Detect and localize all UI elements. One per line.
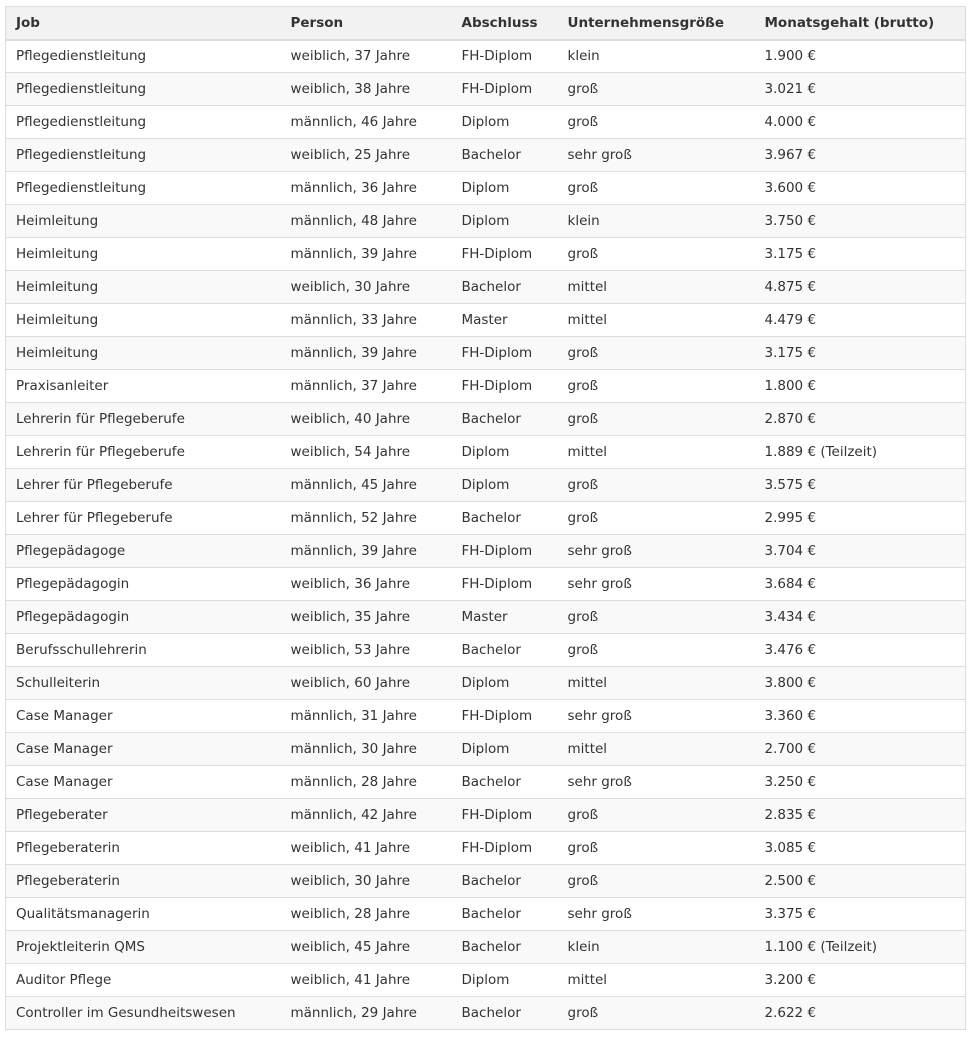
company-size-cell: groß: [567, 642, 599, 658]
job-cell: Berufsschullehrerin: [16, 642, 147, 658]
job-cell: Heimleitung: [16, 279, 99, 295]
job-cell: Case Manager: [16, 708, 113, 724]
job-cell: Pflegeberaterin: [16, 873, 120, 889]
person-cell: männlich, 46 Jahre: [290, 114, 417, 130]
table-row: [6, 700, 966, 733]
degree-cell: Master: [461, 609, 508, 625]
salary-cell: 3.575 €: [764, 477, 817, 493]
job-cell: Case Manager: [16, 741, 113, 757]
job-cell: Praxisanleiter: [16, 378, 109, 394]
salary-cell: 3.175 €: [764, 246, 817, 262]
salary-cell: 3.476 €: [764, 642, 817, 658]
degree-cell: Bachelor: [461, 774, 521, 790]
salary-cell: 3.200 €: [764, 972, 817, 988]
salary-cell: 3.684 €: [764, 576, 817, 592]
table-row: [6, 403, 966, 436]
table-row: [6, 865, 966, 898]
table-row: [6, 997, 966, 1030]
salary-cell: 2.500 €: [764, 873, 817, 889]
person-cell: weiblich, 37 Jahre: [290, 48, 411, 65]
table-row: [6, 766, 966, 799]
job-cell: Pflegeberaterin: [16, 840, 120, 856]
degree-cell: Diplom: [461, 675, 510, 691]
degree-cell: Bachelor: [461, 939, 521, 955]
person-cell: männlich, 48 Jahre: [290, 213, 417, 229]
column-header-person: Person: [290, 14, 344, 31]
table-row: [6, 535, 966, 568]
job-cell: Pflegedienstleitung: [16, 114, 147, 130]
company-size-cell: sehr groß: [567, 576, 632, 592]
degree-cell: FH-Diplom: [461, 378, 533, 394]
company-size-cell: mittel: [567, 444, 608, 460]
job-cell: Heimleitung: [16, 312, 99, 328]
table-row: [6, 436, 966, 469]
company-size-cell: klein: [567, 48, 600, 65]
salary-cell: 3.085 €: [764, 840, 817, 856]
table-header: [6, 7, 966, 40]
company-size-cell: sehr groß: [567, 774, 632, 790]
degree-cell: Diplom: [461, 972, 510, 988]
table-row: [6, 964, 966, 997]
column-header-company-size: Unternehmensgröße: [567, 14, 725, 31]
degree-cell: FH-Diplom: [461, 543, 533, 559]
table-row: [6, 304, 966, 337]
salary-cell: 3.600 €: [764, 180, 817, 196]
person-cell: weiblich, 45 Jahre: [290, 939, 411, 955]
degree-cell: FH-Diplom: [461, 345, 533, 361]
degree-cell: FH-Diplom: [461, 48, 533, 65]
company-size-cell: groß: [567, 180, 599, 196]
salary-cell: 3.375 €: [764, 906, 817, 922]
company-size-cell: klein: [567, 213, 600, 229]
job-cell: Case Manager: [16, 774, 113, 790]
table-row: [6, 568, 966, 601]
person-cell: weiblich, 30 Jahre: [290, 279, 411, 295]
degree-cell: Bachelor: [461, 147, 521, 163]
job-cell: Controller im Gesundheitswesen: [16, 1005, 236, 1021]
degree-cell: Bachelor: [461, 873, 521, 889]
person-cell: weiblich, 28 Jahre: [290, 906, 411, 922]
salary-cell: 3.434 €: [764, 609, 817, 625]
degree-cell: Diplom: [461, 114, 510, 130]
degree-cell: Bachelor: [461, 642, 521, 658]
person-cell: weiblich, 54 Jahre: [290, 444, 411, 460]
person-cell: männlich, 52 Jahre: [290, 510, 417, 526]
company-size-cell: groß: [567, 840, 599, 856]
job-cell: Lehrerin für Pflegeberufe: [16, 444, 185, 460]
job-cell: Pflegeberater: [16, 807, 108, 823]
company-size-cell: groß: [567, 510, 599, 526]
job-cell: Lehrer für Pflegeberufe: [16, 510, 173, 526]
table-row: [6, 832, 966, 865]
degree-cell: Diplom: [461, 477, 510, 493]
person-cell: männlich, 28 Jahre: [290, 774, 417, 790]
job-cell: Heimleitung: [16, 345, 99, 361]
degree-cell: Master: [461, 312, 508, 328]
degree-cell: FH-Diplom: [461, 81, 533, 97]
person-cell: weiblich, 53 Jahre: [290, 642, 411, 658]
person-cell: männlich, 37 Jahre: [290, 378, 417, 394]
company-size-cell: mittel: [567, 972, 608, 988]
salary-cell: 3.360 €: [764, 708, 817, 724]
person-cell: männlich, 42 Jahre: [290, 807, 417, 823]
salary-cell: 4.479 €: [764, 312, 817, 328]
person-cell: weiblich, 40 Jahre: [290, 411, 411, 427]
degree-cell: Diplom: [461, 444, 510, 460]
company-size-cell: sehr groß: [567, 543, 632, 559]
degree-cell: Bachelor: [461, 279, 521, 295]
job-cell: Projektleiterin QMS: [16, 939, 145, 955]
job-cell: Pflegepädagogin: [16, 576, 130, 592]
person-cell: männlich, 31 Jahre: [290, 708, 417, 724]
salary-cell: 1.800 €: [764, 378, 817, 394]
company-size-cell: groß: [567, 609, 599, 625]
table-row: [6, 370, 966, 403]
table-row: [6, 337, 966, 370]
salary-cell: 3.704 €: [764, 543, 817, 559]
salary-cell: 3.750 €: [764, 213, 817, 229]
person-cell: weiblich, 38 Jahre: [290, 81, 411, 97]
company-size-cell: mittel: [567, 741, 608, 757]
salary-cell: 1.900 €: [764, 48, 817, 65]
degree-cell: Diplom: [461, 741, 510, 757]
degree-cell: Bachelor: [461, 411, 521, 427]
job-cell: Qualitätsmanagerin: [16, 906, 150, 922]
salary-cell: 2.622 €: [764, 1005, 817, 1021]
company-size-cell: sehr groß: [567, 147, 632, 163]
table-row: [6, 634, 966, 667]
salary-cell: 3.967 €: [764, 147, 817, 163]
table-row: [6, 238, 966, 271]
table-row: [6, 205, 966, 238]
salary-cell: 2.835 €: [764, 807, 817, 823]
job-cell: Schulleiterin: [16, 675, 101, 691]
table-row: [6, 172, 966, 205]
column-header-abschluss: Abschluss: [461, 14, 538, 31]
company-size-cell: groß: [567, 378, 599, 394]
person-cell: männlich, 36 Jahre: [290, 180, 417, 196]
person-cell: weiblich, 25 Jahre: [290, 147, 411, 163]
table-row: [6, 271, 966, 304]
salary-cell: 3.021 €: [764, 81, 817, 97]
job-cell: Pflegedienstleitung: [16, 81, 147, 97]
person-cell: männlich, 30 Jahre: [290, 741, 417, 757]
table-row: [6, 898, 966, 931]
job-cell: Lehrerin für Pflegeberufe: [16, 411, 185, 427]
company-size-cell: groß: [567, 114, 599, 130]
table-row: [6, 733, 966, 766]
company-size-cell: groß: [567, 1005, 599, 1021]
degree-cell: Bachelor: [461, 1005, 521, 1021]
table-row: [6, 931, 966, 964]
job-cell: Heimleitung: [16, 246, 99, 262]
company-size-cell: groß: [567, 873, 599, 889]
table-row: [6, 106, 966, 139]
degree-cell: Bachelor: [461, 510, 521, 526]
person-cell: männlich, 29 Jahre: [290, 1005, 417, 1021]
person-cell: weiblich, 41 Jahre: [290, 972, 411, 988]
person-cell: männlich, 39 Jahre: [290, 246, 417, 262]
salary-cell: 3.800 €: [764, 675, 817, 691]
salary-cell: 3.250 €: [764, 774, 817, 790]
salary-cell: 4.875 €: [764, 279, 817, 295]
salary-cell: 4.000 €: [764, 114, 817, 130]
degree-cell: Bachelor: [461, 906, 521, 922]
salary-cell: 3.175 €: [764, 345, 817, 361]
degree-cell: FH-Diplom: [461, 576, 533, 592]
degree-cell: FH-Diplom: [461, 708, 533, 724]
salary-cell: 2.700 €: [764, 741, 817, 757]
job-cell: Lehrer für Pflegeberufe: [16, 477, 173, 493]
job-cell: Pflegedienstleitung: [16, 147, 147, 163]
company-size-cell: mittel: [567, 312, 608, 328]
table-body: [6, 40, 966, 1030]
company-size-cell: groß: [567, 477, 599, 493]
company-size-cell: groß: [567, 411, 599, 427]
job-cell: Pflegepädagoge: [16, 543, 126, 559]
degree-cell: FH-Diplom: [461, 807, 533, 823]
company-size-cell: mittel: [567, 279, 608, 295]
company-size-cell: klein: [567, 939, 600, 955]
person-cell: weiblich, 36 Jahre: [290, 576, 411, 592]
person-cell: männlich, 45 Jahre: [290, 477, 417, 493]
salary-cell: 1.889 € (Teilzeit): [764, 444, 878, 460]
company-size-cell: sehr groß: [567, 906, 632, 922]
person-cell: weiblich, 41 Jahre: [290, 840, 411, 856]
company-size-cell: sehr groß: [567, 708, 632, 724]
degree-cell: Diplom: [461, 213, 510, 229]
company-size-cell: groß: [567, 246, 599, 262]
salary-cell: 2.870 €: [764, 411, 817, 427]
company-size-cell: mittel: [567, 675, 608, 691]
person-cell: weiblich, 30 Jahre: [290, 873, 411, 889]
table-row: [6, 502, 966, 535]
column-header-monthly-salary: Monatsgehalt (brutto): [764, 14, 935, 31]
company-size-cell: groß: [567, 81, 599, 97]
job-cell: Heimleitung: [16, 213, 99, 229]
salary-table-container: [5, 6, 965, 1030]
job-cell: Auditor Pflege: [16, 972, 112, 988]
salary-cell: 2.995 €: [764, 510, 817, 526]
table-row: [6, 667, 966, 700]
person-cell: männlich, 39 Jahre: [290, 345, 417, 361]
degree-cell: FH-Diplom: [461, 840, 533, 856]
job-cell: Pflegedienstleitung: [16, 180, 147, 196]
company-size-cell: groß: [567, 807, 599, 823]
person-cell: männlich, 39 Jahre: [290, 543, 417, 559]
header-row: [6, 7, 966, 40]
person-cell: weiblich, 35 Jahre: [290, 609, 411, 625]
table-row: [6, 601, 966, 634]
company-size-cell: groß: [567, 345, 599, 361]
salary-cell: 1.100 € (Teilzeit): [764, 939, 878, 955]
table-row: [6, 40, 966, 73]
person-cell: weiblich, 60 Jahre: [290, 675, 411, 691]
table-row: [6, 73, 966, 106]
column-header-job: Job: [16, 14, 40, 31]
job-cell: Pflegedienstleitung: [16, 48, 147, 65]
table-row: [6, 469, 966, 502]
salary-table: [5, 6, 966, 1030]
job-cell: Pflegepädagogin: [16, 609, 130, 625]
table-row: [6, 799, 966, 832]
person-cell: männlich, 33 Jahre: [290, 312, 417, 328]
degree-cell: Diplom: [461, 180, 510, 196]
degree-cell: FH-Diplom: [461, 246, 533, 262]
table-row: [6, 139, 966, 172]
